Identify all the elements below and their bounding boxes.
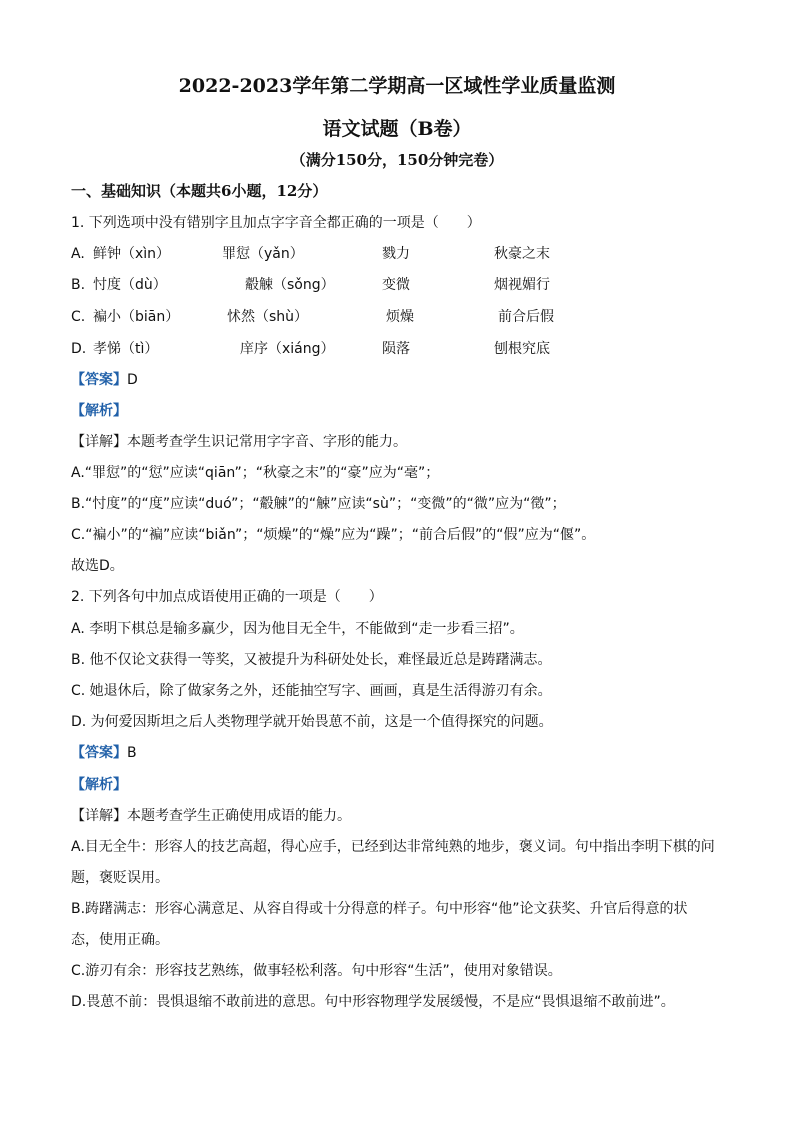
- analysis-tag: 【解析】: [71, 777, 127, 793]
- option-item: 刨根究底: [494, 341, 550, 357]
- exam-note: （满分150分，150分钟完卷）: [290, 151, 504, 169]
- option-label: C.: [71, 309, 86, 325]
- q2-explanation-line: 态，使用正确。: [71, 932, 169, 948]
- option-item: 变微: [382, 277, 410, 293]
- detail-text: 本题考查学生正确使用成语的能力。: [127, 808, 351, 824]
- q2-explanation-line: A.目无全牛：形容人的技艺高超，得心应手，已经到达非常纯熟的地步，褒义词。句中指出李明下棋的问: [71, 839, 715, 855]
- q2-explanation-line: 题，褒贬误用。: [71, 870, 169, 886]
- exam-subtitle: 语文试题（B卷）: [322, 118, 472, 140]
- q2-explanation-line: C.游刃有余：形容技艺熟练，做事轻松利落。句中形容“生活”，使用对象错误。: [71, 963, 562, 979]
- option-item: 鲜钟（xìn）: [93, 246, 171, 262]
- answer-value: B: [127, 745, 137, 761]
- q1-detail: [71, 432, 407, 452]
- q1-explanation-line: C.“褊小”的“褊”应读“biǎn”；“烦燥”的“燥”应为“躁”；“前合后假”的“假”应为“偃”。: [71, 527, 596, 543]
- option-item: 罪愆（yǎn）: [222, 246, 304, 262]
- option-label: B.: [71, 277, 86, 293]
- q2-option-d: D. 为何爱因斯坦之后人类物理学就开始畏葸不前，这是一个值得探究的问题。: [71, 714, 553, 730]
- detail-text: 本题考查学生识记常用字字音、字形的能力。: [127, 434, 407, 450]
- detail-tag: 【详解】: [71, 808, 127, 824]
- q2-option-c: C. 她退休后，除了做家务之外，还能抽空写字、画画，真是生活得游刃有余。: [71, 683, 552, 699]
- answer-tag: 【答案】: [71, 372, 127, 388]
- option-item: 怵然（shù）: [227, 309, 309, 325]
- option-item: 陨落: [382, 341, 410, 357]
- q2-option-a: A. 李明下棋总是输多赢少，因为他目无全牛，不能做到“走一步看三招”。: [71, 621, 524, 637]
- section-heading: 一、基础知识（本题共6小题，12分）: [71, 182, 328, 200]
- option-item: 烦燥: [386, 309, 414, 325]
- q1-stem: 1. 下列选项中没有错别字且加点字字音全都正确的一项是（ ）: [71, 215, 481, 231]
- option-item: 褊小（biān）: [93, 309, 180, 325]
- q2-option-b: B. 他不仅论文获得一等奖，又被提升为科研处处长，难怪最近总是踌躇满志。: [71, 652, 552, 668]
- option-item: 前合后假: [498, 309, 554, 325]
- option-item: 庠序（xiáng）: [240, 341, 335, 357]
- q1-explanation-line: A.“罪愆”的“愆”应读“qiān”；“秋豪之末”的“豪”应为“毫”；: [71, 465, 440, 481]
- option-item: 觳觫（sǒng）: [245, 277, 335, 293]
- q1-explanation-line: B.“忖度”的“度”应读“duó”；“觳觫”的“觫”应读“sù”；“变微”的“微”应为“徵”；: [71, 496, 566, 512]
- q2-stem: 2. 下列各句中加点成语使用正确的一项是（ ）: [71, 589, 383, 605]
- option-item: 戮力: [382, 246, 410, 262]
- exam-title: 2022-2023学年第二学期高一区域性学业质量监测: [178, 75, 616, 97]
- q1-analysis: [71, 401, 127, 421]
- option-item: 孝悌（tì）: [93, 341, 159, 357]
- q1-conclusion: 故选D。: [71, 558, 124, 574]
- q2-explanation-line: D.畏葸不前：畏惧退缩不敢前进的意思。句中形容物理学发展缓慢，不是应“畏惧退缩不敢前进”。: [71, 994, 675, 1010]
- q2-detail: [71, 806, 351, 826]
- option-item: 忖度（dù）: [93, 277, 167, 293]
- q2-analysis: [71, 775, 127, 795]
- option-label: A.: [71, 246, 85, 262]
- analysis-tag: 【解析】: [71, 403, 127, 419]
- q2-answer: [71, 743, 137, 763]
- q2-explanation-line: B.踌躇满志：形容心满意足、从容自得或十分得意的样子。句中形容“他”论文获奖、升官后得意的状: [71, 901, 688, 917]
- detail-tag: 【详解】: [71, 434, 127, 450]
- q1-answer: [71, 370, 138, 390]
- answer-value: D: [127, 372, 138, 388]
- option-label: D.: [71, 341, 87, 357]
- answer-tag: 【答案】: [71, 745, 127, 761]
- option-item: 烟视媚行: [494, 277, 550, 293]
- option-item: 秋豪之末: [494, 246, 550, 262]
